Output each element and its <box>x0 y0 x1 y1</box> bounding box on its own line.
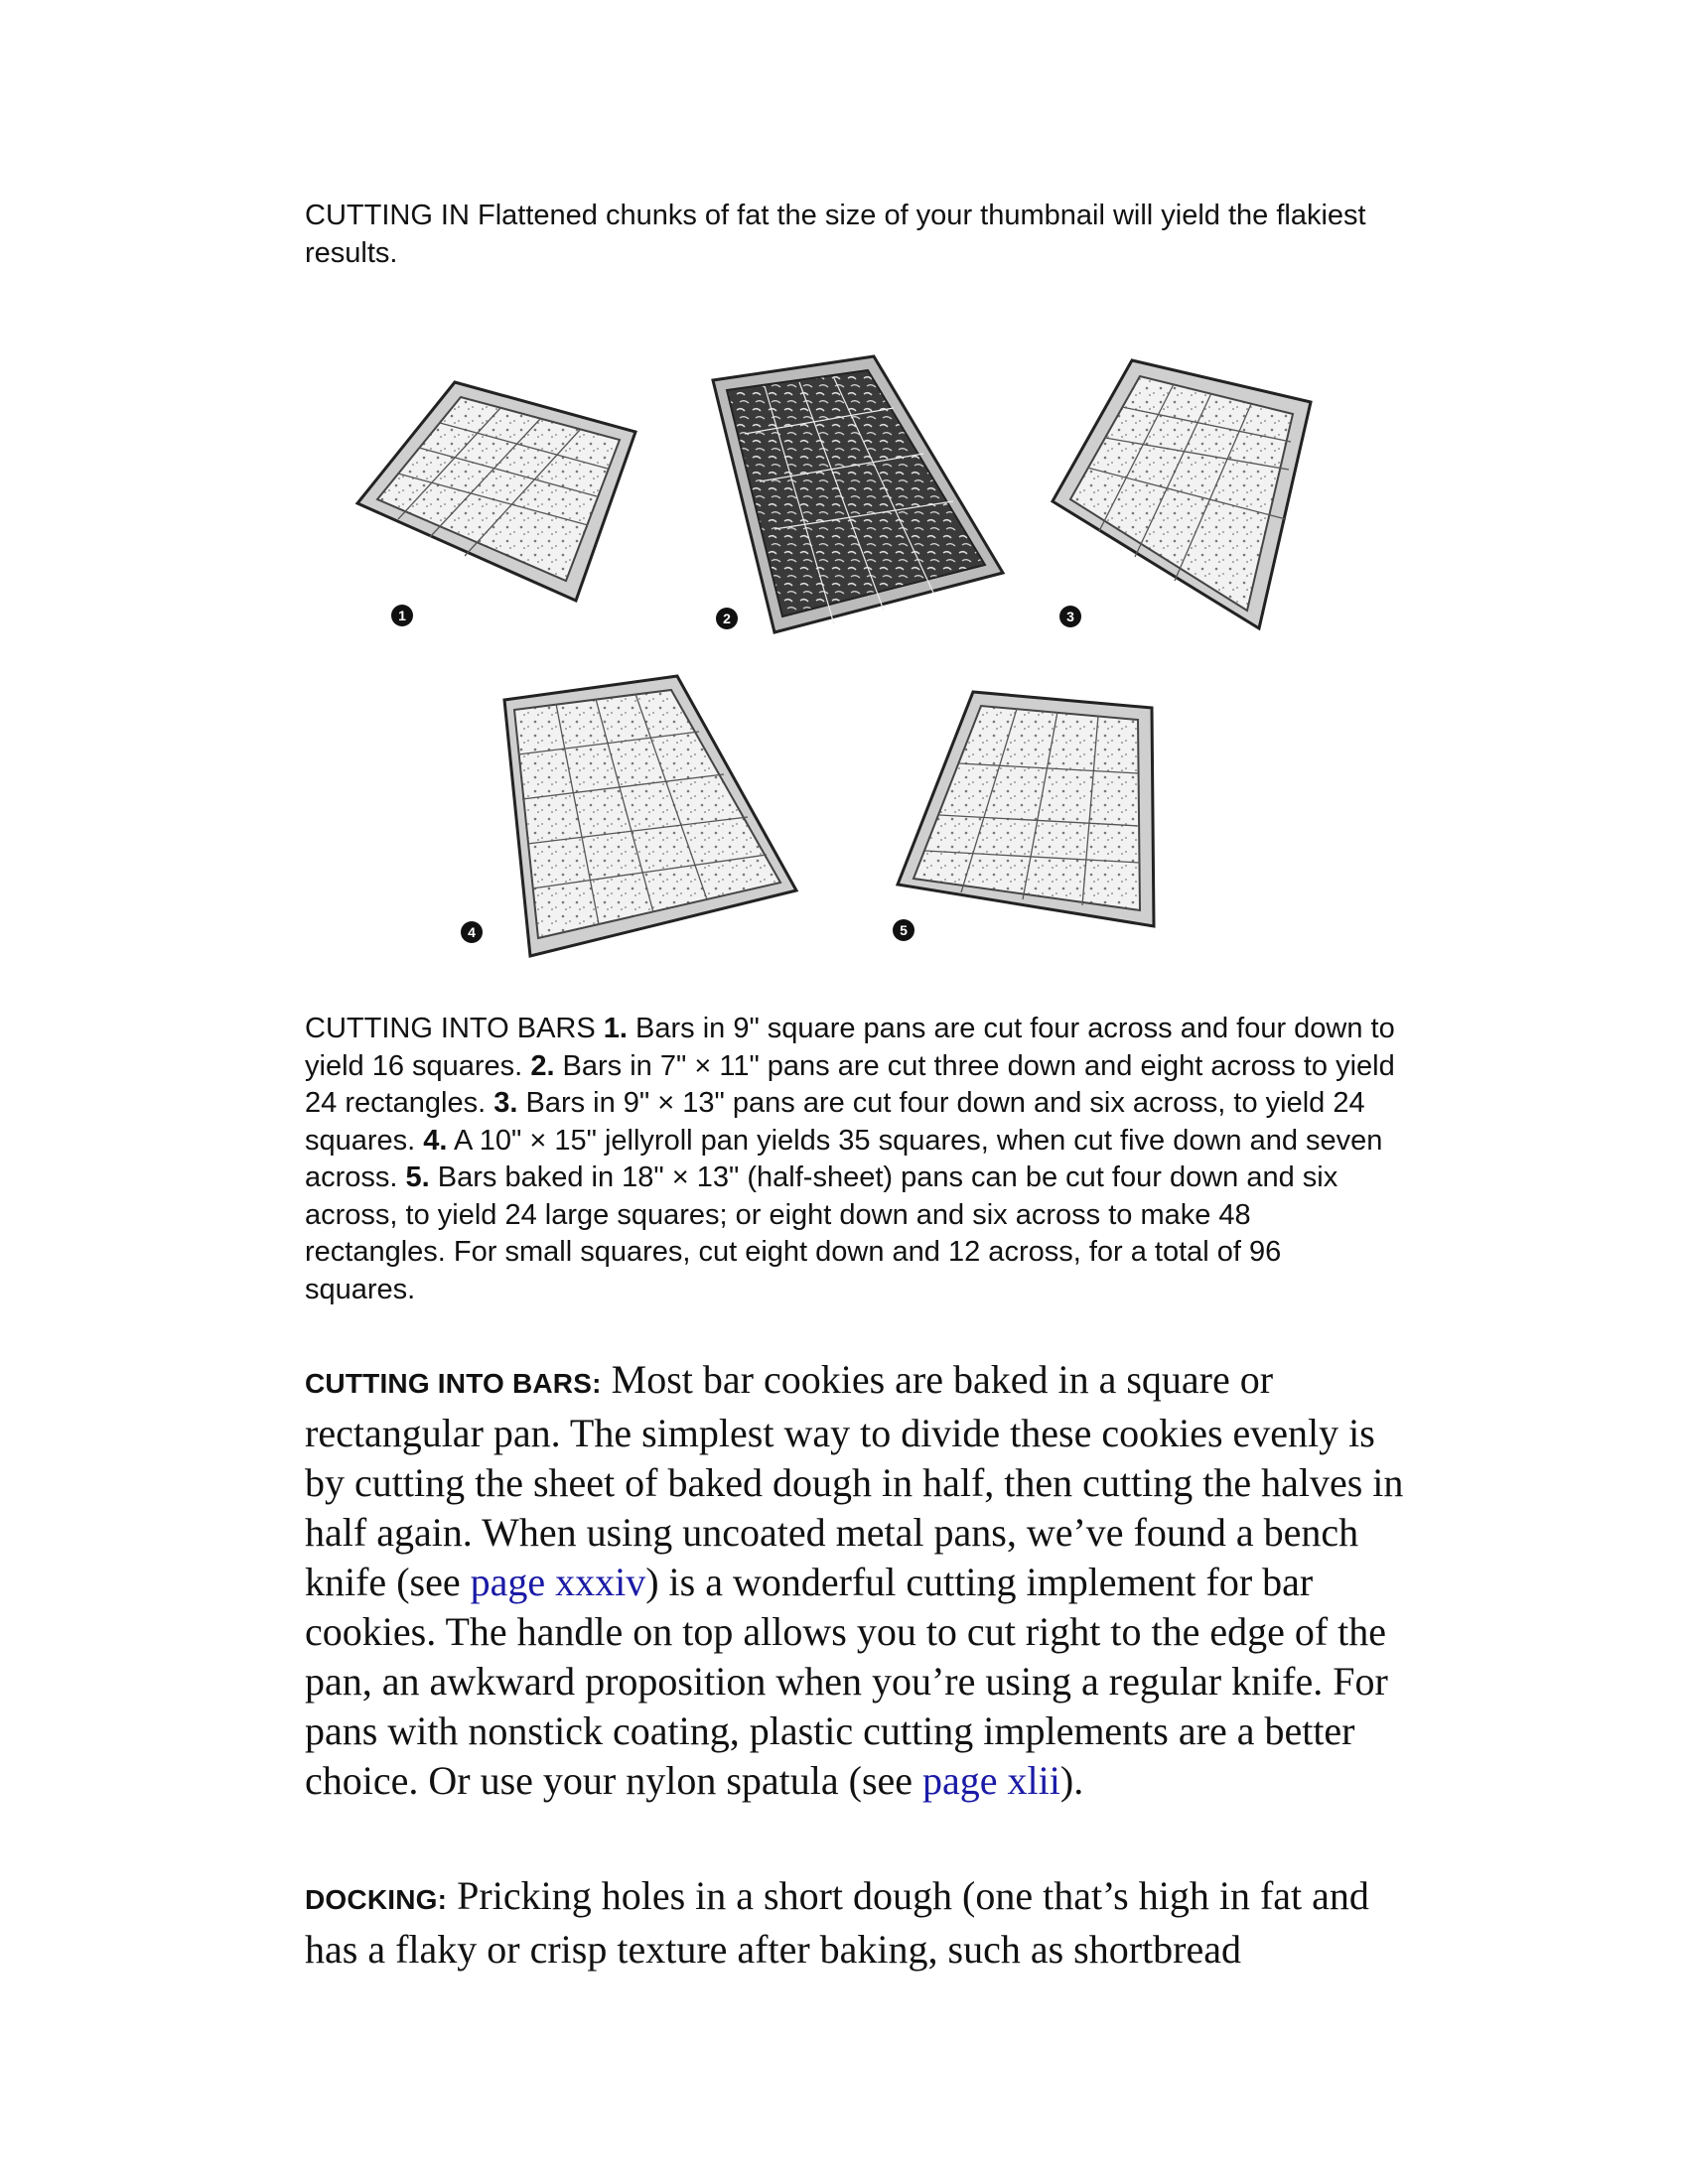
pan-4-marker <box>461 921 483 943</box>
pan-3-marker <box>1059 606 1081 627</box>
caption-step-2-text: Bars in 7" × 11" pans are cut three down and eight across to yield 24 rectangles. <box>305 1049 1395 1119</box>
caption-step-3-number: 3. <box>493 1087 518 1119</box>
pan-2 <box>713 356 1003 632</box>
paragraph-docking-heading: DOCKING: <box>305 1884 448 1915</box>
caption-step-1-number: 1. <box>603 1013 628 1044</box>
paragraph-text-part-3: ). <box>1059 1758 1084 1803</box>
caption-step-1-text: Bars in 9" square pans are cut four across and four down to yield 16 squares. <box>305 1013 1395 1082</box>
pan-1-marker-label: 1 <box>398 608 406 623</box>
pan-1 <box>357 382 635 601</box>
caption-step-3-text: Bars in 9" × 13" pans are cut four down and six across, to yield 24 squares. <box>305 1087 1365 1157</box>
caption-cutting-in: CUTTING IN Flattened chunks of fat the size of your thumbnail will yield the flakiest results. <box>305 200 1366 269</box>
pan-3-marker-label: 3 <box>1066 609 1074 624</box>
pan-5-marker <box>893 919 914 941</box>
caption-cutting-into-bars <box>305 1011 1397 1308</box>
caption-title: CUTTING INTO BARS <box>305 1013 604 1044</box>
caption-step-4-number: 4. <box>423 1124 448 1157</box>
paragraph-docking <box>305 1871 1407 1975</box>
link-page-xlii[interactable]: page xlii <box>922 1758 1060 1803</box>
pan-2-marker-label: 2 <box>723 611 731 626</box>
paragraph-text-part-2: ) is a wonderful cutting implement for bar cookies. The handle on top allows you to cut right to the edge of the pan, an awkward proposition when you’re using a regular knife. For pans with nonstick coating, plastic cutting implements are a better choice. Or use your nylon spatula (see <box>305 1560 1388 1803</box>
caption-step-2-number: 2. <box>530 1049 555 1082</box>
caption-step-5-number: 5. <box>405 1161 430 1193</box>
pan-2-marker <box>716 608 738 629</box>
pan-4 <box>504 676 796 956</box>
paragraph-cutting-into-bars <box>305 1355 1407 1806</box>
pan-3 <box>1053 360 1311 628</box>
paragraph-docking-text: Pricking holes in a short dough (one that’s high in fat and has a flaky or crisp texture after baking, such as shortbread <box>305 1873 1369 1972</box>
pan-5 <box>898 692 1154 926</box>
caption-step-4-text: A 10" × 15" jellyroll pan yields 35 squares, when cut five down and seven across. <box>305 1124 1383 1193</box>
caption-step-5-text: Bars baked in 18" × 13" (half-sheet) pans can be cut four down and six across, to yield 24 large squares; or eight down and six across to make 48 rectangles. For small squares, cut eight down and 12 across, for a total of 96 squares. <box>305 1161 1338 1305</box>
pan-5-marker-label: 5 <box>900 922 908 938</box>
paragraph-text-part-1: Most bar cookies are baked in a square or rectangular pan. The simplest way to divide these cookies evenly is by cutting the sheet of baked dough in half, then cutting the halves in half again. When using uncoated metal pans, we’ve found a bench knife (see <box>305 1357 1404 1604</box>
link-page-xxxiv[interactable]: page xxxiv <box>470 1560 646 1604</box>
pan-4-marker-label: 4 <box>468 924 476 940</box>
pan-1-marker <box>391 605 413 626</box>
paragraph-cutting-into-bars-heading: CUTTING INTO BARS: <box>305 1368 602 1399</box>
bar-pans-illustration <box>338 342 1350 978</box>
